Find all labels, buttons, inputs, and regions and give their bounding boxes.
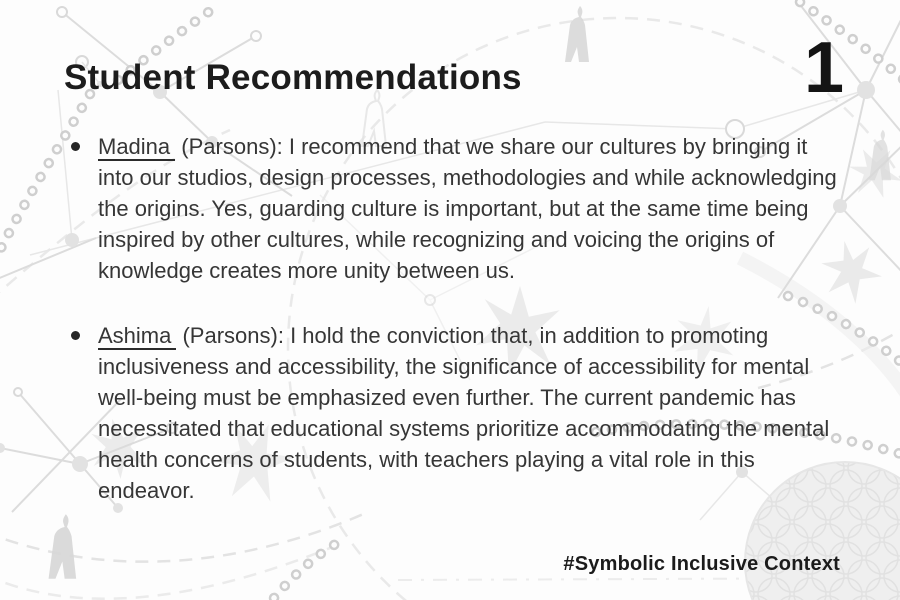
bullet-text: (Parsons): I hold the conviction that, in addition to promoting inclusiveness and accessibility, the significance of accessibility for mental well-being must be emphasized even further. The current pandemic has necessitated that educational systems prioritize accommodating the mental health concerns of students, with teachers playing a vital role in this endeavor. bbox=[98, 323, 830, 503]
bullet-list bbox=[64, 131, 846, 540]
speaker-name: Ashima bbox=[98, 323, 176, 350]
page-title: Student Recommendations bbox=[64, 58, 522, 97]
bullet-icon bbox=[71, 331, 80, 340]
bullet-icon bbox=[71, 142, 80, 151]
bullet-text: (Parsons): I recommend that we share our cultures by bringing it into our studios, design processes, methodologies and while acknowledging the origins. Yes, guarding culture is important, but at the same time being inspired by other cultures, while recognizing and voicing the origins of knowledge creates more unity between us. bbox=[98, 134, 837, 283]
page-number: 1 bbox=[803, 28, 844, 108]
list-item bbox=[64, 320, 846, 506]
hashtag-footer: #Symbolic Inclusive Context bbox=[563, 553, 840, 575]
list-item bbox=[64, 131, 846, 286]
speaker-name: Madina bbox=[98, 134, 175, 161]
